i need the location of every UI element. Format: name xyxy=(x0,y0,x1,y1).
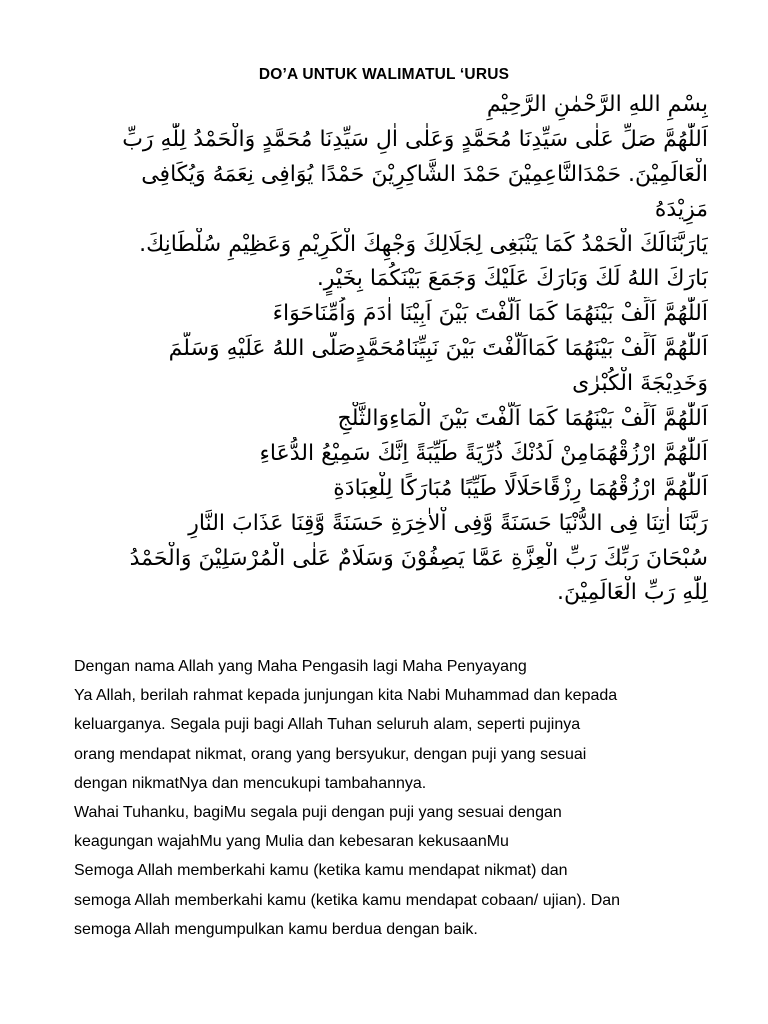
arabic-line: بَارَكَ اللهُ لَكَ وَبَارَكَ عَلَيْكَ وَجَمَعَ بَيْنَكُمَا بِخَيْرٍ. xyxy=(316,266,708,292)
indonesian-translation xyxy=(74,652,714,944)
translation-line: dengan nikmatNya dan mencukupi tambahannya. xyxy=(74,774,427,792)
document-title: DO’A UNTUK WALIMATUL ‘URUS xyxy=(258,66,510,83)
translation-line: orang mendapat nikmat, orang yang bersyukur, dengan puji yang sesuai xyxy=(74,745,587,763)
arabic-line: مَزِيْدَهُ xyxy=(654,196,708,222)
arabic-line: اَللّٰهُمَّ اَلِّفْ بَيْنَهُمَا كَمَا اَلَّفْتَ بَيْنَ الْمَاءِوَالثَّلْجِ xyxy=(337,406,708,432)
arabic-line: وَخَدِيْجَةَ الْكُبْرٰى xyxy=(572,371,708,397)
translation-line: Wahai Tuhanku, bagiMu segala puji dengan puji yang sesuai dengan xyxy=(74,803,562,821)
arabic-line: اَللّٰهُمَّ صَلِّ عَلٰى سَيِّدِنَا مُحَمَّدٍ وَعَلٰى اٰلِ سَيِّدِنَا مُحَمَّدٍ وَالْحَمْدُ لِلّٰهِ رَبِّ xyxy=(122,126,708,152)
translation-line: keagungan wajahMu yang Mulia dan kebesaran kekusaanMu xyxy=(74,833,509,851)
translation-line: Dengan nama Allah yang Maha Pengasih lagi Maha Penyayang xyxy=(74,658,527,675)
translation-line: semoga Allah mengumpulkan kamu berdua dengan baik. xyxy=(74,920,478,938)
arabic-line: رَبَّنَا اٰتِنَا فِى الدُّنْيَا حَسَنَةً وَّفِى اْلاٰخِرَةِ حَسَنَةً وَّقِنَا عَذَابَ النَّارِ xyxy=(188,510,708,536)
arabic-line: لِلّٰهِ رَبِّ الْعَالَمِيْنَ. xyxy=(556,580,708,606)
arabic-prayer-text xyxy=(74,88,708,611)
arabic-line: اَللّٰهُمَّ ارْزُقْهُمَا رِزْقًاحَلَالًا طَيِّبًا مُبَارَكًا لِلْعِبَادَةِ xyxy=(333,475,708,501)
arabic-line: الْعَالَمِيْنَ. حَمْدَالنَّاعِمِيْنَ حَمْدَ الشَّاكِرِيْنَ حَمْدًا يُوَافِى نِعَمَهُ وَيُكَافِى xyxy=(141,161,708,187)
arabic-line: سُبْحَانَ رَبِّكَ رَبِّ الْعِزَّةِ عَمَّا يَصِفُوْنَ وَسَلَامٌ عَلٰى الْمُرْسَلِيْنَ وَالْحَمْدُ xyxy=(129,545,708,571)
translation-line: keluarganya. Segala puji bagi Allah Tuhan seluruh alam, seperti pujinya xyxy=(74,716,581,734)
arabic-line-basmalah: بِسْمِ اللهِ الرَّحْمٰنِ الرَّحِيْمِ xyxy=(486,92,708,117)
translation-line: semoga Allah memberkahi kamu (ketika kamu mendapat cobaan/ ujian). Dan xyxy=(74,891,621,909)
translation-line: Ya Allah, berilah rahmat kepada junjungan kita Nabi Muhammad dan kepada xyxy=(74,687,618,705)
arabic-line: يَارَبَّنَالَكَ الْحَمْدُ كَمَا يَنْبَغِى لِجَلَالِكَ وَجْهِكَ الْكَرِيْمِ وَعَظِيْمِ سُلْطَانِكَ. xyxy=(139,231,708,257)
arabic-line: اَللّٰهُمَّ ارْزُقْهُمَامِنْ لَدُنْكَ ذُرِّيَةً طَيِّبَةً اِنَّكَ سَمِيْعُ الدُّعَاءِ xyxy=(259,440,708,466)
translation-line: Semoga Allah memberkahi kamu (ketika kamu mendapat nikmat) dan xyxy=(74,862,568,880)
arabic-line: اَللّٰهُمَّ اَلِّفْ بَيْنَهُمَا كَمَا اَلَّفْتَ بَيْنَ اَبِيْنَا اٰدَمَ وَاُمِّنَاحَوَاءَ xyxy=(272,301,708,327)
arabic-line: اَللّٰهُمَّ اَلِّفْ بَيْنَهُمَا كَمَااَلَّفْتَ بَيْنَ نَبِيِّنَامُحَمَّدٍصَلَّى اللهُ عَلَيْهِ وَسَلَّمَ xyxy=(168,336,708,362)
